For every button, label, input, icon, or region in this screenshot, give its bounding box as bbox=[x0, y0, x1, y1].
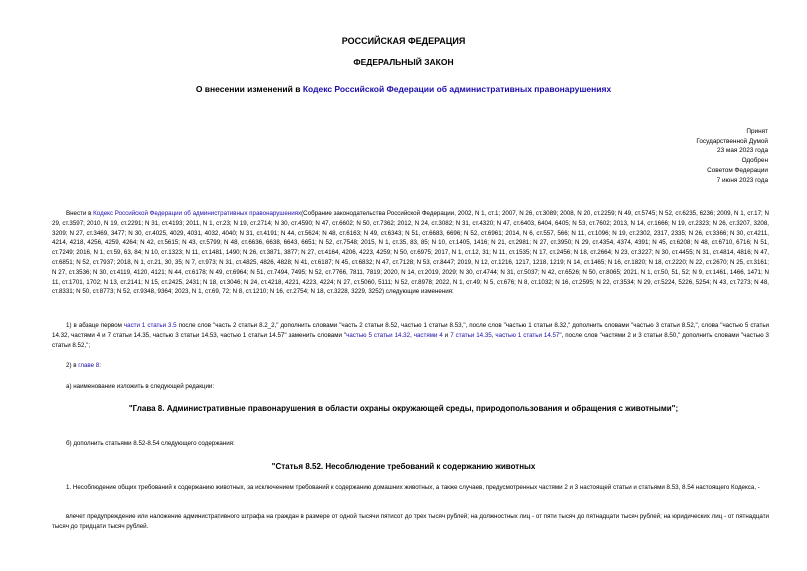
intro-prefix: Внести в bbox=[66, 210, 94, 217]
item-a-paragraph bbox=[52, 382, 452, 392]
approved-date: 7 июня 2023 года bbox=[716, 176, 768, 184]
law-title bbox=[0, 84, 807, 94]
penalty-text: влечет предупреждение или наложение административного штрафа на граждан в размере от одной тысячи пятисот до трех тысяч рублей; на должностных лиц - от пяти тысяч до пятнадцати тысяч рублей; на юридических лиц - от пятнадцати тысяч до тридцати тысяч рублей. bbox=[52, 513, 769, 530]
item-2-paragraph bbox=[52, 361, 452, 371]
item-b-paragraph bbox=[52, 439, 452, 449]
law-type-heading: ФЕДЕРАЛЬНЫЙ ЗАКОН bbox=[353, 57, 454, 67]
accepted-date: 23 мая 2023 года bbox=[717, 147, 768, 155]
intro-paragraph bbox=[52, 209, 769, 297]
accepted-by: Государственной Думой bbox=[696, 137, 768, 145]
item-1-paragraph bbox=[52, 321, 769, 350]
item1-text-b: после слов "часть 2 статьи 8.2_2," дополнить словами "часть 2 статьи 8.52, частью 1 статьи 8.53,", после слов "частью 1 статьи 8.32," дополнить словами "частью 3 статьи 8.52,", слова "частью 5 статьи 14.32, частями 4 и 7 статьи 14.35, частью 3 статьи 14.53, частью 1 статьи 14.57" заменить словами " bbox=[52, 322, 769, 339]
approved-label: Одобрен bbox=[741, 157, 768, 165]
item1-link-14-35[interactable]: 7 статьи 14.35 bbox=[450, 331, 492, 339]
law-title-prefix: О внесении изменений в bbox=[195, 84, 303, 94]
approved-by: Советом Федерации bbox=[707, 166, 768, 174]
intro-code-link[interactable]: Кодекс Российской Федерации об административных правонарушениях bbox=[93, 210, 302, 217]
chapter-8-link[interactable]: главе 8 bbox=[78, 362, 100, 369]
item1-link-article-3-5[interactable]: части 1 статьи 3.5 bbox=[123, 322, 177, 329]
article-part-1-paragraph bbox=[52, 483, 769, 493]
article-part-1-text: 1. Несоблюдение общих требований к содержанию животных, за исключением требований к содержанию домашних животных, а также случаев, предусмотренных частями 2 и 3 настоящей статьи и статьями 8.53, 8.54 настоящего Кодекса, - bbox=[66, 484, 760, 491]
item2-prefix: 2) в bbox=[66, 362, 79, 369]
item2-suffix: : bbox=[99, 362, 101, 369]
item1-text-e: , bbox=[491, 331, 496, 339]
penalty-paragraph bbox=[52, 512, 769, 532]
item1-text-a: 1) в абзаце первом bbox=[66, 322, 124, 329]
accepted-label: Принят bbox=[746, 128, 768, 135]
item1-text-d: и bbox=[442, 331, 451, 339]
item1-text-c: , bbox=[410, 331, 414, 339]
item1-link-14-57[interactable]: частью 1 статьи 14.57 bbox=[495, 331, 560, 339]
intro-text: (Собрание законодательства Российской Федерации, 2002, N 1, ст.1; 2007, N 26, ст.3089; 2008, N 20, ст.2259; N 49, ст.5745; N 52, ст.6235, 6236; 2009, N 1, ст.17; N 29, ст.3597; 2010, N 19, ст.2291; N 31, ст.4193; 2011, N 1, ст.23; N 19, ст.2714; N 30, ст.4590; N 47, ст.6602; N 50, ст.7362; 2012, N 24, ст.3082; N 31, ст.4320; N 47, ст.6403, 6404, 6405; N 53, ст.7602; 2013, N 14, ст.1666; N 19, ст.2323; N 26, ст.3207, 3208, 3209; N 27, ст.3469, 3477; N 30, ст.4025, 4029, 4031, 4032, 4040; N 31, ст.4191; N 44, ст.5624; N 48, ст.6163; N 49, ст.6343; N 51, ст.6683, 6696; N 52, ст.6961; 2014, N 6, ст.557, 566; N 11, ст.1096; N 19, ст.2302, 2317, 2335; N 26, ст.3366; N 30, ст.4211, 4214, 4218, 4256, 4259, 4264; N 42, ст.5615; N 43, ст.5799; N 48, ст.6636, 6638, 6643, 6651; N 52, ст.7548; 2015, N 1, ст.35, 83, 85; N 10, ст.1405, 1416; N 21, ст.2981; N 27, ст.3950; N 29, ст.4354, 4374, 4391; N 45, ст.6208; N 48, ст.6710, 6716; N 51, ст.7249; 2016, N 1, ст.59, 63, 84; N 10, ст.1323; N 11, ст.1481, 1490; N 26, ст.3871, 3877; N 27, ст.4164, 4206, 4223, 4259; N 50, ст.6975; 2017, N 1, ст.12, 31; N 11, ст.1535; N 17, ст.2456; N 18, ст.2664; N 23, ст.3227; N 30, ст.4455; N 31, ст.4814, 4816; N 47, ст.6851; N 52, ст.7937; 2018, N 1, ст.21, 30, 35; N 7, ст.973; N 31, ст.4825, 4826, 4828; N 41, ст.6187; N 45, ст.6832; N 47, ст.7128; N 53, ст.8447; 2019, N 12, ст.1216, 1217, 1218, 1219; N 14, ст.1465; N 16, ст.1820; N 18, ст.2220; N 22, ст.2670; N 25, ст.3161; N 27, ст.3536; N 30, ст.4119, 4120, 4121; N 44, ст.6178; N 49, ст.6964; N 51, ст.7494, 7495; N 52, ст.7766, 7811, 7819; 2020, N 14, ст.2019, 2029; N 30, ст.4744; N 31, ст.5037; N 42, ст.6526; N 50, ст.8065; 2021, N 1, ст.50, 51, 52; N 9, ст.1461, 1466, 1471; N 11, ст.1701, 1702; N 13, ст.2141; N 15, ст.2425, 2431; N 18, ст.3046; N 24, ст.4218, 4221, 4223, 4224; N 27, ст.5060, 5111; N 52, ст.8978; 2022, N 1, ст.49; N 5, ст.676; N 8, ст.1032; N 16, ст.2595; N 22, ст.3534; N 29, ст.5224, 5226, 5254; N 43, ст.7273; N 48, ст.8331; N 50, ст.8773; N 52, ст.9348, 9364; 2023, N 1, ст.69, 72; N 8, ст.1210; N 16, ст.2754; N 18, ст.3228, 3229, 3252) следующие изменения: bbox=[52, 210, 769, 296]
country-heading: РОССИЙСКАЯ ФЕДЕРАЦИЯ bbox=[341, 36, 466, 46]
article-8-52-heading: "Статья 8.52. Несоблюдение требований к содержанию животных bbox=[271, 462, 536, 471]
chapter-8-heading: "Глава 8. Административные правонарушения в области охраны окружающей среды, природопользования и обращения с животными"; bbox=[128, 404, 679, 413]
item1-link-parts-4[interactable]: частями 4 bbox=[413, 331, 443, 339]
item-a-text: а) наименование изложить в следующей редакции: bbox=[66, 383, 215, 390]
item1-link-14-32[interactable]: частью 5 статьи 14.32 bbox=[346, 331, 411, 339]
adoption-block bbox=[696, 127, 768, 185]
code-link[interactable]: Кодекс Российской Федерации об административных правонарушениях bbox=[302, 84, 612, 94]
item-b-text: б) дополнить статьями 8.52-8.54 следующего содержания: bbox=[66, 440, 235, 447]
item1-text-f: ", после слов "частями 2 и 3 статьи 8.50," дополнить словами "частью 3 статьи 8.52,"; bbox=[52, 331, 769, 349]
